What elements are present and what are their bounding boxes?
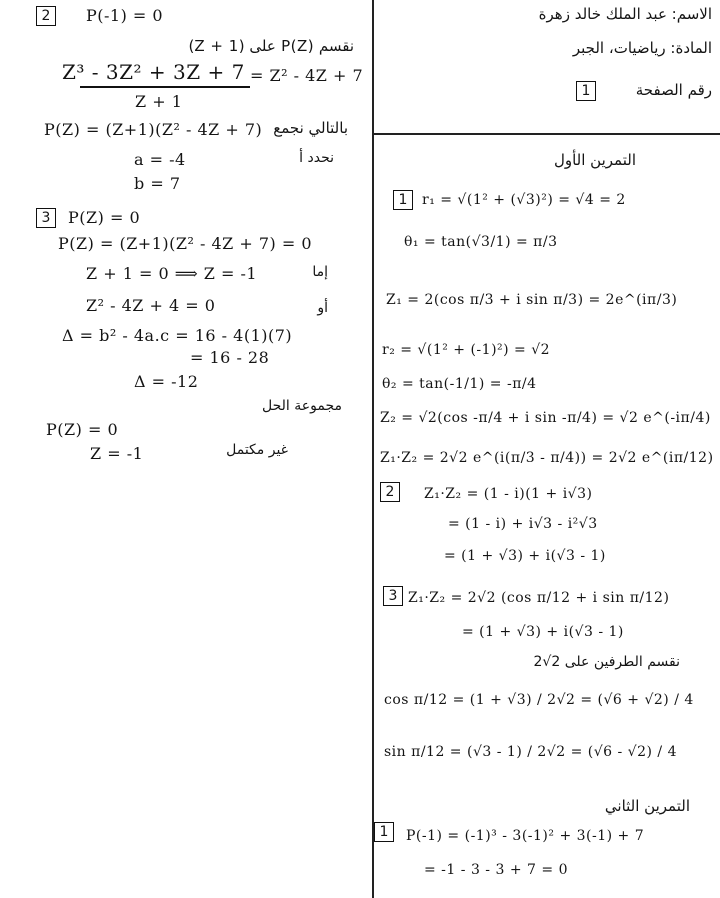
exercise-1-title: التمرين الأول xyxy=(553,151,636,169)
ex1-cos-line: cos π/12 = (1 + √3) / 2√2 = (√6 + √2) / 4 xyxy=(384,692,694,708)
page-label: رقم الصفحة xyxy=(635,81,712,99)
ex1-theta2: θ₂ = tan(-1/1) = -π/4 xyxy=(382,376,537,392)
question-number-3: 3 xyxy=(36,208,56,228)
header-divider xyxy=(374,133,720,135)
q3-delta3: Δ = -12 xyxy=(134,372,199,391)
ex1-theta1: θ₁ = tan(√3/1) = π/3 xyxy=(404,234,558,250)
q3-line3: Z + 1 = 0 ⟹ Z = -1 xyxy=(86,264,258,283)
ex2-question-number-1: 1 xyxy=(374,822,394,842)
student-name: الاسم: عبد الملك خالد زهرة xyxy=(538,5,712,23)
question-number-2: 2 xyxy=(36,6,56,26)
q3-line2: P(Z) = (Z+1)(Z² - 4Z + 7) = 0 xyxy=(58,234,313,253)
q3-either-label: إما xyxy=(312,264,328,280)
q3-line4: Z² - 4Z + 4 = 0 xyxy=(86,296,216,315)
ex1-prod3: = (1 + √3) + i(√3 - 1) xyxy=(444,548,606,564)
q3-z: Z = -1 xyxy=(90,444,144,463)
ex1-r1: r₁ = √(1² + (√3)²) = √4 = 2 xyxy=(422,192,626,208)
ex1-compare-label: نقسم الطرفين على 2√2 xyxy=(533,654,680,670)
ex1-prod1: Z₁·Z₂ = (1 - i)(1 + i√3) xyxy=(424,486,593,502)
ex2-line1: P(-1) = (-1)³ - 3(-1)² + 3(-1) + 7 xyxy=(406,828,645,844)
ex1-z2: Z₂ = √2(cos -π/4 + i sin -π/4) = √2 e^(-iπ/4) xyxy=(380,410,711,426)
ex1-prod2: = (1 - i) + i√3 - i²√3 xyxy=(448,516,598,532)
q2-divide-text: نقسم P(Z) على (Z + 1) xyxy=(188,37,354,55)
ex1-question-number-1: 1 xyxy=(393,190,413,210)
ex1-trig2: = (1 + √3) + i(√3 - 1) xyxy=(462,624,624,640)
q3-incomplete-label: غير مكتمل xyxy=(226,442,288,458)
page-number-box: 1 xyxy=(576,81,596,101)
ex1-r2: r₂ = √(1² + (-1)²) = √2 xyxy=(382,342,551,358)
ex1-trig1: Z₁·Z₂ = 2√2 (cos π/12 + i sin π/12) xyxy=(408,590,670,606)
exercise-2-title: التمرين الثاني xyxy=(604,797,690,815)
q3-line1: P(Z) = 0 xyxy=(68,208,141,227)
column-divider xyxy=(372,0,374,898)
ex1-question-number-3: 3 xyxy=(383,586,403,606)
ex1-sin-line: sin π/12 = (√3 - 1) / 2√2 = (√6 - √2) / 4 xyxy=(384,744,678,760)
ex1-z1: Z₁ = 2(cos π/3 + i sin π/3) = 2e^(iπ/3) xyxy=(386,292,678,308)
q2-numerator: Z³ - 3Z² + 3Z + 7 xyxy=(62,60,245,84)
ex1-question-number-2: 2 xyxy=(380,482,400,502)
q3-or-label: أو xyxy=(317,300,328,316)
subject-line: المادة: رياضيات، الجبر xyxy=(572,39,712,57)
q2-denominator: Z + 1 xyxy=(135,92,183,111)
q2-line1: P(-1) = 0 xyxy=(86,6,164,25)
ex2-line2: = -1 - 3 - 3 + 7 = 0 xyxy=(424,862,568,878)
q2-b-value: b = 7 xyxy=(134,174,181,193)
q3-solution-set-label: مجموعة الحل xyxy=(262,398,342,414)
q2-fraction-bar xyxy=(80,86,250,88)
q2-identify-label: نحدد أ xyxy=(299,150,334,166)
q2-a-value: a = -4 xyxy=(134,150,186,169)
q3-pz: P(Z) = 0 xyxy=(46,420,119,439)
q3-delta: Δ = b² - 4a.c = 16 - 4(1)(7) xyxy=(62,326,293,345)
q2-result: = Z² - 4Z + 7 xyxy=(250,66,364,85)
ex1-z1z2: Z₁·Z₂ = 2√2 e^(i(π/3 - π/4)) = 2√2 e^(iπ/12) xyxy=(380,450,714,466)
q3-delta2: = 16 - 28 xyxy=(190,348,270,367)
q2-factor: P(Z) = (Z+1)(Z² - 4Z + 7) xyxy=(44,120,263,139)
q2-factor-label: بالتالي نجمع xyxy=(273,119,348,137)
